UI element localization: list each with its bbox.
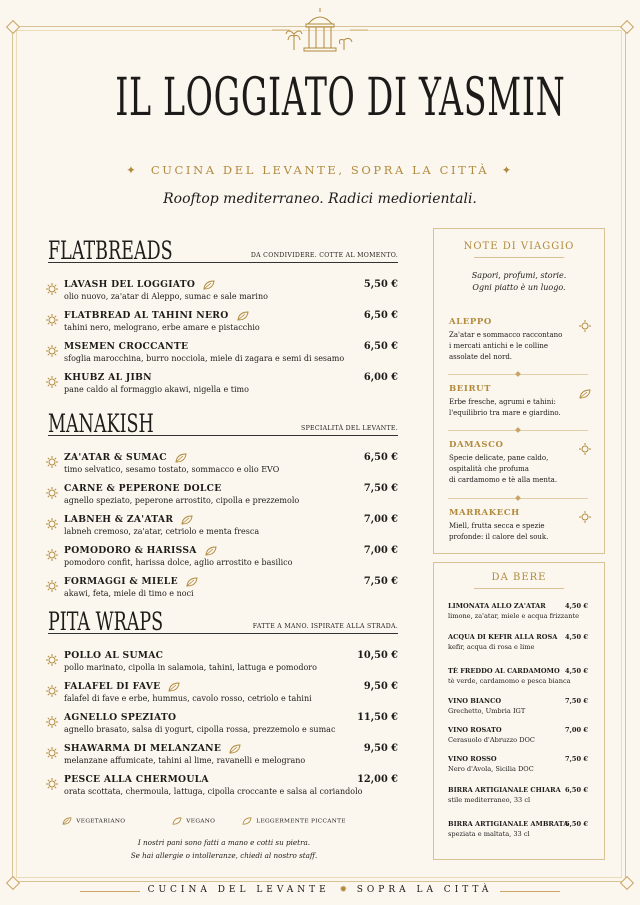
menu-item-price: 7,50 € (363, 576, 398, 587)
tagline: Rooftop mediterraneo. Radici mediorientali. (163, 191, 477, 207)
leaf-icon (175, 453, 187, 463)
drink-name: BIRRA ARTIGIANALE AMBRATA (448, 820, 569, 828)
footer-right: SOPRA LA CITTÀ (356, 885, 493, 895)
menu-item-name (64, 774, 209, 785)
menu-item-name-text: ZA'ATAR & SUMAC (64, 452, 167, 463)
menu-item-name (64, 372, 152, 383)
city-description-line: Erbe fresche, agrumi e tahini: (449, 398, 556, 406)
menu-item-name (64, 545, 217, 556)
menu-item-description: olio nuovo, za'atar di Aleppo, sumac e sale marino (64, 292, 268, 301)
menu-item-description: labneh cremoso, za'atar, cetriolo e menta fresca (64, 527, 260, 536)
leaf-icon (203, 280, 215, 290)
drink-description: Grechetto, Umbria IGT (448, 707, 526, 715)
menu-item-name-text: FLATBREAD AL TAHINI NERO (64, 310, 229, 321)
menu-item-name (64, 279, 215, 290)
medallion-icon (46, 651, 58, 663)
legend-vegetarian-label: VEGETARIANO (76, 818, 126, 825)
menu-item-name-text: SHAWARMA DI MELANZANE (64, 743, 222, 754)
menu-item-description: agnello brasato, salsa di yogurt, cipolla rossa, prezzemolo e sumac (64, 725, 336, 734)
menu-item-name (64, 310, 249, 321)
menu-item-price: 9,50 € (363, 743, 398, 754)
medallion-icon (46, 280, 58, 292)
city-description-line: Miell, frutta secca e spezie (449, 522, 545, 530)
note-line: Se hai allergie o intolleranze, chiedi al nostro staff. (130, 851, 318, 860)
city-description-line: assolate del nord. (449, 353, 513, 361)
city-description-line: profonde: il calore del souk. (449, 533, 549, 541)
leaf-icon (229, 744, 241, 754)
section-title: MANAKISH (48, 409, 154, 438)
legend-spicy-label: LEGGERMENTE PICCANTE (256, 818, 346, 825)
travel-city (449, 317, 589, 363)
leaf-icon (237, 311, 249, 321)
diamond-icon: ✦ (501, 163, 514, 177)
drink-price: 7,00 € (565, 726, 588, 734)
menu-item-description: orata scottata, chermoula, lattuga, cipolla croccante e salsa al coriandolo (64, 787, 363, 796)
drink-item (448, 786, 588, 804)
drink-name: VINO BIANCO (448, 697, 502, 705)
legend-spicy (242, 817, 346, 825)
section-title: PITA WRAPS (48, 607, 164, 636)
menu-item-description: pomodoro confit, harissa dolce, aglio arrostito e basilico (64, 558, 293, 567)
menu-item-name-text: LAVASH DEL LOGGIATO (64, 279, 196, 290)
menu-item-name-text: LABNEH & ZA'ATAR (64, 514, 174, 525)
footer-left: CUCINA DEL LEVANTE (147, 885, 330, 895)
medallion-icon (46, 546, 58, 558)
medallion-icon (46, 342, 58, 354)
menu-item-description: sfoglia marocchina, burro nocciola, miele di zagara e semi di sesamo (64, 354, 345, 363)
city-description-line: l'equilibrio tra mare e giardino. (449, 409, 561, 417)
leaf-icon (242, 817, 252, 825)
menu-item-description: falafel di fave e erbe, hummus, cavolo rosso, cetriolo e tahini (64, 694, 312, 703)
menu-item-description: pane caldo al formaggio akawi, nigella e timo (64, 385, 249, 394)
drink-description: speziata e maltata, 33 cl (448, 830, 530, 838)
menu-item-price: 6,50 € (363, 341, 398, 352)
drink-item (448, 697, 588, 715)
travel-city (449, 384, 589, 419)
menu-item-name-text: POMODORO & HARISSA (64, 545, 197, 556)
drink-item (448, 633, 588, 651)
city-description (449, 330, 589, 363)
drink-item (448, 602, 588, 620)
menu-item-name (64, 743, 241, 754)
medallion-icon (579, 317, 591, 329)
menu-item-description: timo selvatico, sesamo tostato, sommacco e olio EVO (64, 465, 280, 474)
menu-item-description: melanzane affumicate, tahini al lime, ravanelli e melograno (64, 756, 306, 765)
city-description-line: Za'atar e sommacco raccontano (449, 331, 563, 339)
drink-name: VINO ROSSO (448, 755, 497, 763)
menu-item-price: 12,00 € (357, 774, 398, 785)
medallion-icon (46, 577, 58, 589)
city-description-line: ospitalità che profuma (449, 465, 529, 473)
travel-notes-title: NOTE DI VIAGGIO (463, 241, 575, 252)
city-description-line: di cardamomo e tè alla menta. (449, 476, 558, 484)
leaf-icon (172, 817, 182, 825)
sun-icon: ✹ (336, 885, 350, 895)
drink-price: 7,50 € (565, 755, 588, 763)
drink-name: LIMONATA ALLO ZA'ATAR (448, 602, 546, 610)
city-name: DAMASCO (449, 440, 504, 450)
medallion-icon (46, 373, 58, 385)
drink-price: 6,50 € (565, 820, 588, 828)
section-note: DA CONDIVIDERE. COTTE AL MOMENTO. (250, 252, 398, 259)
drink-description: Cerasuolo d'Abruzzo DOC (448, 736, 535, 744)
drink-description: limone, za'atar, miele e acqua frizzante (448, 612, 579, 620)
city-name: BEIRUT (449, 384, 492, 394)
menu-item-name (64, 576, 198, 587)
menu-item-name (64, 681, 180, 692)
city-description-line: Specie delicate, pane caldo, (449, 454, 549, 462)
leaf-icon (186, 577, 198, 587)
medallion-icon (46, 484, 58, 496)
drink-description: Nero d'Avola, Sicilia DOC (448, 765, 534, 773)
leaf-icon (579, 384, 591, 396)
menu-item-name (64, 483, 222, 494)
city-name: ALEPPO (449, 317, 492, 327)
section-rule (48, 435, 398, 436)
leaf-icon (62, 817, 72, 825)
drink-description: tè verde, cardamomo e pesca bianca (448, 677, 571, 685)
drink-price: 4,50 € (565, 602, 588, 610)
note-line: I nostri pani sono fatti a mano e cotti su pietra. (137, 838, 311, 847)
menu-item-name-text: MSEMEN CROCCANTE (64, 341, 189, 352)
medallion-icon (46, 775, 58, 787)
menu-item-price: 11,50 € (357, 712, 398, 723)
drink-item (448, 755, 588, 773)
section-rule (48, 262, 398, 263)
medallion-icon (579, 440, 591, 452)
leaf-icon (181, 515, 193, 525)
legend-vegan (172, 817, 215, 825)
leaf-icon (168, 682, 180, 692)
drink-description: kefir, acqua di rosa e lime (448, 643, 535, 651)
menu-item-description: akawi, feta, miele di timo e noci (64, 589, 194, 598)
menu-item-name-text: AGNELLO SPEZIATO (64, 712, 177, 723)
drink-name: VINO ROSATO (448, 726, 502, 734)
medallion-icon (46, 453, 58, 465)
menu-item-name-text: CARNE & PEPERONE DOLCE (64, 483, 222, 494)
menu-item-name-text: KHUBZ AL JIBN (64, 372, 152, 383)
section-note: FATTE A MANO. ISPIRATE ALLA STRADA. (252, 623, 398, 630)
menu-item-name (64, 452, 187, 463)
city-description (449, 397, 589, 419)
menu-item-price: 6,50 € (363, 310, 398, 321)
medallion-icon (46, 744, 58, 756)
diamond-icon: ✦ (126, 163, 139, 177)
drink-name: BIRRA ARTIGIANALE CHIARA (448, 786, 561, 794)
footer (0, 885, 640, 895)
section-title: FLATBREADS (48, 236, 173, 265)
menu-item-name (64, 341, 188, 352)
legend-vegan-label: VEGANO (186, 818, 216, 825)
travel-city (449, 440, 589, 486)
travel-city (449, 508, 589, 543)
subtitle-text: CUCINA DEL LEVANTE, SOPRA LA CITTÀ (150, 163, 490, 177)
menu-item-price: 7,00 € (363, 514, 398, 525)
city-description (449, 453, 589, 486)
drink-name: TÈ FREDDO AL CARDAMOMO (448, 667, 560, 675)
menu-item-name (64, 650, 163, 661)
medallion-icon (579, 508, 591, 520)
medallion-icon (46, 682, 58, 694)
drinks-title: DA BERE (491, 572, 547, 583)
menu-item-price: 6,00 € (363, 372, 398, 383)
footer-rule (80, 891, 140, 892)
menu-item-price: 7,00 € (363, 545, 398, 556)
section-note: SPECIALITÀ DEL LEVANTE. (301, 425, 398, 432)
drink-item (448, 726, 588, 744)
menu-item-description: pollo marinato, cipolla in salamoia, tahini, lattuga e pomodoro (64, 663, 317, 672)
gazebo-emblem-icon (272, 4, 368, 56)
menu-item-price: 9,50 € (363, 681, 398, 692)
section-rule (48, 633, 398, 634)
menu-item-name-text: PESCE ALLA CHERMOULA (64, 774, 209, 785)
menu-item-price: 6,50 € (363, 452, 398, 463)
travel-intro (434, 270, 604, 294)
drink-item (448, 667, 588, 685)
menu-item-price: 5,50 € (363, 279, 398, 290)
travel-intro-line: Ogni piatto è un luogo. (472, 283, 566, 292)
leaf-icon (205, 546, 217, 556)
restaurant-subtitle (0, 163, 640, 177)
city-description-line: i mercati antichi e le colline (449, 342, 549, 350)
menu-item-description: tahini nero, melograno, erbe amare e pistacchio (64, 323, 260, 332)
drink-price: 4,50 € (565, 633, 588, 641)
legend-vegetarian (62, 817, 125, 825)
menu-item-description: agnello speziato, peperone arrostito, cipolla e prezzemolo (64, 496, 300, 505)
menu-item-name-text: FORMAGGI & MIELE (64, 576, 178, 587)
city-description (449, 521, 589, 543)
menu-item-name-text: POLLO AL SUMAC (64, 650, 164, 661)
travel-intro-line: Sapori, profumi, storie. (471, 271, 567, 280)
menu-item-name-text: FALAFEL DI FAVE (64, 681, 161, 692)
menu-item-price: 7,50 € (363, 483, 398, 494)
restaurant-title: IL LOGGIATO DI YASMIN (115, 68, 566, 128)
house-notes (48, 836, 400, 862)
city-name: MARRAKECH (449, 508, 520, 518)
drink-item (448, 820, 588, 838)
footer-rule (500, 891, 560, 892)
drink-price: 6,50 € (565, 786, 588, 794)
medallion-icon (46, 515, 58, 527)
drink-name: ACQUA DI KEFIR ALLA ROSA (448, 633, 558, 641)
medallion-icon (46, 713, 58, 725)
menu-item-name (64, 712, 176, 723)
menu-item-price: 10,50 € (357, 650, 398, 661)
menu-item-name (64, 514, 193, 525)
drink-price: 4,50 € (565, 667, 588, 675)
drink-price: 7,50 € (565, 697, 588, 705)
medallion-icon (46, 311, 58, 323)
drink-description: stile mediterraneo, 33 cl (448, 796, 531, 804)
